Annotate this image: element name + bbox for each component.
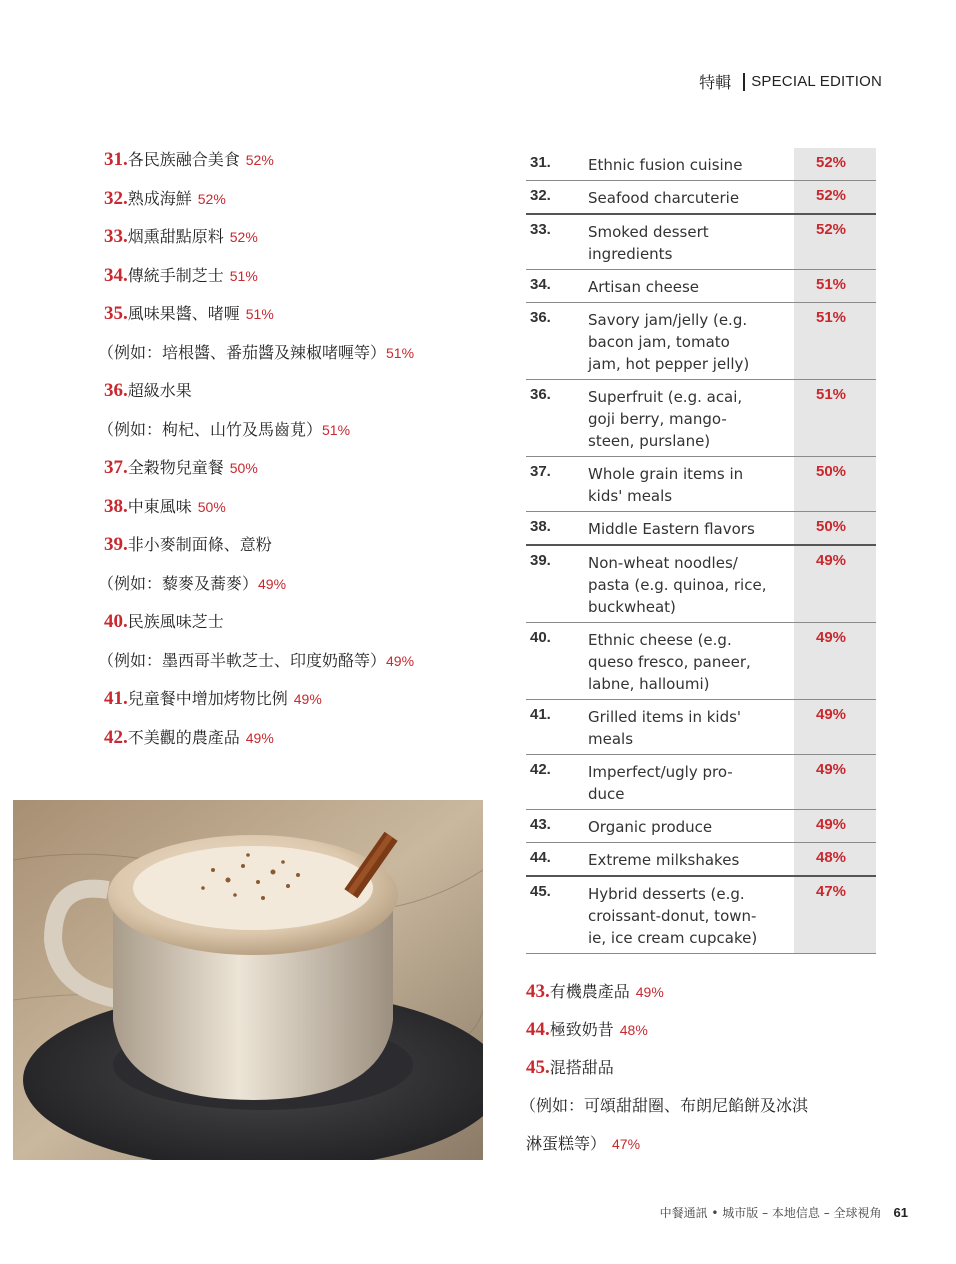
- item-percentage: 49%: [258, 575, 287, 592]
- left-trend-list: [98, 148, 504, 764]
- table-row-name-line: Extreme milkshakes: [588, 851, 740, 869]
- table-row-name-line: pasta (e.g. quinoa, rice,: [588, 576, 767, 594]
- item-label: 淋蛋糕等）: [526, 1134, 607, 1153]
- item-number: 44.: [526, 1019, 550, 1040]
- item-label: 全穀物兒童餐: [127, 458, 224, 477]
- item-number: 34.: [104, 264, 128, 286]
- table-row-number: 36.: [530, 386, 551, 403]
- list-item: [526, 1018, 886, 1056]
- item-label: 兒童餐中增加烤物比例: [127, 689, 288, 708]
- table-row-percentage: 49%: [794, 700, 876, 754]
- table-row-number: 38.: [530, 518, 551, 535]
- table-row-number: 45.: [530, 883, 551, 900]
- table-row-number: 32.: [530, 187, 551, 204]
- table-row-name-line: jam, hot pepper jelly): [588, 355, 750, 373]
- table-row-name-line: Savory jam/jelly (e.g.: [588, 311, 748, 329]
- item-number: 36.: [104, 380, 128, 401]
- item-label: 有機農產品: [549, 982, 630, 1001]
- table-row-name-line: Non-wheat noodles/: [588, 554, 738, 572]
- page-footer: [660, 1204, 908, 1221]
- item-percentage: 50%: [229, 460, 258, 476]
- item-number: 33.: [104, 226, 128, 247]
- table-row-number: 43.: [530, 816, 551, 833]
- page-header: [699, 70, 882, 93]
- item-percentage: 52%: [245, 152, 274, 168]
- table-row-name-line: Middle Eastern flavors: [588, 520, 755, 538]
- right-trend-list: [520, 980, 886, 1170]
- table-row-name: [588, 877, 794, 953]
- item-label: 各民族融合美食: [127, 150, 240, 169]
- table-row-percentage: 48%: [794, 843, 876, 875]
- table-row-name-line: labne, halloumi): [588, 675, 710, 693]
- table-row-name: [588, 181, 794, 213]
- table-row: [526, 755, 876, 810]
- list-item: [98, 649, 504, 688]
- table-row: [526, 380, 876, 457]
- item-percentage: 48%: [619, 1022, 648, 1038]
- table-row-number: 40.: [530, 629, 551, 646]
- table-row-name-line: Organic produce: [588, 818, 713, 836]
- table-row: [526, 700, 876, 755]
- table-row-number: 34.: [530, 276, 551, 293]
- item-label: 風味果醬、啫喱: [127, 304, 240, 323]
- table-row-percentage: 51%: [794, 270, 876, 302]
- table-row-name: [588, 380, 794, 456]
- table-row-percentage: 50%: [794, 512, 876, 544]
- item-percentage: 50%: [197, 498, 226, 515]
- table-row-name: [588, 755, 794, 809]
- table-row-percentage: 49%: [794, 810, 876, 842]
- table-row-name-line: Artisan cheese: [588, 278, 700, 296]
- item-label: 烟熏甜點原料: [127, 227, 224, 246]
- table-row-number: 41.: [530, 706, 551, 723]
- table-row-name-line: meals: [588, 730, 634, 748]
- list-item: [104, 187, 504, 226]
- table-row-name-line: croissant-donut, town-: [588, 907, 757, 925]
- item-label: 非小麥制面條、意粉: [127, 535, 272, 554]
- table-row-number: 44.: [530, 849, 551, 866]
- item-number: 35.: [104, 303, 128, 324]
- table-row-name: [588, 215, 794, 269]
- list-item: [104, 687, 504, 726]
- list-item: [104, 225, 504, 264]
- item-label: 熟成海鮮: [127, 188, 192, 208]
- item-percentage: 49%: [245, 729, 274, 746]
- table-row-name-line: bacon jam, tomato: [588, 333, 730, 351]
- item-number: 38.: [104, 495, 128, 517]
- item-label: 極致奶昔: [549, 1020, 614, 1039]
- table-row-name: [588, 457, 794, 511]
- item-percentage: 51%: [322, 421, 351, 438]
- list-item: [104, 456, 504, 495]
- list-item: [526, 980, 886, 1018]
- table-row-number: 37.: [530, 463, 551, 480]
- table-row-name: [588, 843, 794, 875]
- trend-table: [526, 148, 876, 954]
- table-row-name: [588, 623, 794, 699]
- table-row: [526, 877, 876, 954]
- list-item: [104, 610, 504, 649]
- table-row-name-line: Whole grain items in: [588, 465, 744, 483]
- item-number: 32.: [104, 187, 128, 209]
- table-row-percentage: 51%: [794, 380, 876, 456]
- table-row-name-line: steen, purslane): [588, 432, 711, 450]
- table-row-name-line: Ethnic fusion cuisine: [588, 156, 743, 174]
- table-row-percentage: 49%: [794, 546, 876, 622]
- list-item: [98, 341, 504, 380]
- item-percentage: 47%: [612, 1136, 641, 1152]
- item-number: 41.: [104, 688, 128, 709]
- list-item: [104, 264, 504, 303]
- table-row-percentage: 47%: [794, 877, 876, 953]
- table-row-percentage: 52%: [794, 148, 876, 180]
- table-row-number: 42.: [530, 761, 551, 778]
- header-divider: [743, 73, 745, 91]
- table-row-name-line: duce: [588, 785, 625, 803]
- item-example: （例如：墨西哥半軟芝士、印度奶酪等）: [98, 650, 387, 670]
- table-row-name: [588, 303, 794, 379]
- list-item: [98, 572, 504, 611]
- table-row-name-line: Grilled items in kids': [588, 708, 742, 726]
- table-row-name-line: goji berry, mango-: [588, 410, 727, 428]
- table-row-name: [588, 270, 794, 302]
- item-label: 中東風味: [127, 496, 192, 516]
- table-row: [526, 270, 876, 303]
- item-percentage: 51%: [386, 344, 415, 361]
- table-row-name: [588, 810, 794, 842]
- table-row: [526, 512, 876, 546]
- table-row-name: [588, 512, 794, 544]
- table-row: [526, 810, 876, 843]
- table-row-name-line: kids' meals: [588, 487, 673, 505]
- table-row: [526, 148, 876, 181]
- table-row-number: 39.: [530, 552, 551, 569]
- item-label: 民族風味芝士: [127, 612, 224, 631]
- list-item: [520, 1094, 886, 1132]
- item-example: （例如：藜麥及蕎麥）: [98, 573, 259, 593]
- item-percentage: 49%: [635, 984, 664, 1000]
- table-row-percentage: 51%: [794, 303, 876, 379]
- table-row-number: 31.: [530, 154, 551, 171]
- list-item: [104, 379, 504, 418]
- table-row: [526, 546, 876, 623]
- table-row-percentage: 52%: [794, 181, 876, 213]
- item-percentage: 49%: [293, 691, 322, 707]
- item-number: 31.: [104, 149, 128, 170]
- item-percentage: 52%: [197, 190, 226, 207]
- item-example: （例如：可頌甜甜圈、布朗尼餡餅及冰淇: [520, 1096, 809, 1115]
- list-item: [104, 148, 504, 187]
- table-row: [526, 303, 876, 380]
- item-label: 混搭甜品: [549, 1058, 614, 1077]
- table-row-name-line: Hybrid desserts (e.g.: [588, 885, 745, 903]
- table-row-name: [588, 700, 794, 754]
- table-row: [526, 843, 876, 877]
- section-label-en: SPECIAL EDITION: [751, 73, 882, 90]
- table-row-name-line: Ethnic cheese (e.g.: [588, 631, 732, 649]
- table-row: [526, 215, 876, 270]
- item-percentage: 52%: [229, 229, 258, 245]
- table-row-percentage: 52%: [794, 215, 876, 269]
- list-item: [526, 1132, 886, 1170]
- table-row-name-line: Superfruit (e.g. acai,: [588, 388, 743, 406]
- list-item: [104, 302, 504, 341]
- table-row: [526, 181, 876, 215]
- cappuccino-image: [13, 800, 483, 1160]
- item-percentage: 51%: [245, 306, 274, 322]
- table-row-name-line: queso fresco, paneer,: [588, 653, 751, 671]
- table-row-number: 36.: [530, 309, 551, 326]
- table-row: [526, 457, 876, 512]
- item-percentage: 49%: [386, 652, 415, 669]
- list-item: [104, 726, 504, 765]
- table-row-name-line: Smoked dessert: [588, 223, 709, 241]
- table-row-percentage: 49%: [794, 755, 876, 809]
- item-label: 超級水果: [127, 381, 192, 400]
- table-row-name-line: Imperfect/ugly pro-: [588, 763, 733, 781]
- item-label: 傳統手制芝士: [127, 265, 224, 285]
- table-row-name-line: ingredients: [588, 245, 673, 263]
- list-item: [104, 533, 504, 572]
- table-row-name-line: buckwheat): [588, 598, 676, 616]
- item-label: 不美觀的農產品: [127, 727, 240, 747]
- page-number: 61: [893, 1205, 908, 1220]
- table-row: [526, 623, 876, 700]
- table-row-name: [588, 148, 794, 180]
- item-number: 42.: [104, 726, 128, 748]
- item-number: 39.: [104, 534, 128, 555]
- table-row-name-line: ie, ice cream cupcake): [588, 929, 758, 947]
- list-item: [98, 418, 504, 457]
- section-label-zh: 特輯: [699, 73, 732, 92]
- item-percentage: 51%: [229, 267, 258, 284]
- footer-text: 中餐通訊 • 城市版 – 本地信息 – 全球視角: [659, 1206, 882, 1220]
- item-example: （例如：枸杞、山竹及馬齒莧）: [98, 419, 323, 439]
- item-number: 45.: [526, 1057, 550, 1078]
- table-row-name: [588, 546, 794, 622]
- table-row-percentage: 50%: [794, 457, 876, 511]
- table-row-name-line: Seafood charcuterie: [588, 189, 740, 207]
- table-row-percentage: 49%: [794, 623, 876, 699]
- list-item: [104, 495, 504, 534]
- cappuccino-photo: [13, 800, 483, 1160]
- item-number: 40.: [104, 611, 128, 632]
- table-row-number: 33.: [530, 221, 551, 238]
- item-example: （例如：培根醬、番茄醬及辣椒啫喱等）: [98, 342, 387, 362]
- list-item: [526, 1056, 886, 1094]
- item-number: 43.: [526, 981, 550, 1002]
- item-number: 37.: [104, 457, 128, 478]
